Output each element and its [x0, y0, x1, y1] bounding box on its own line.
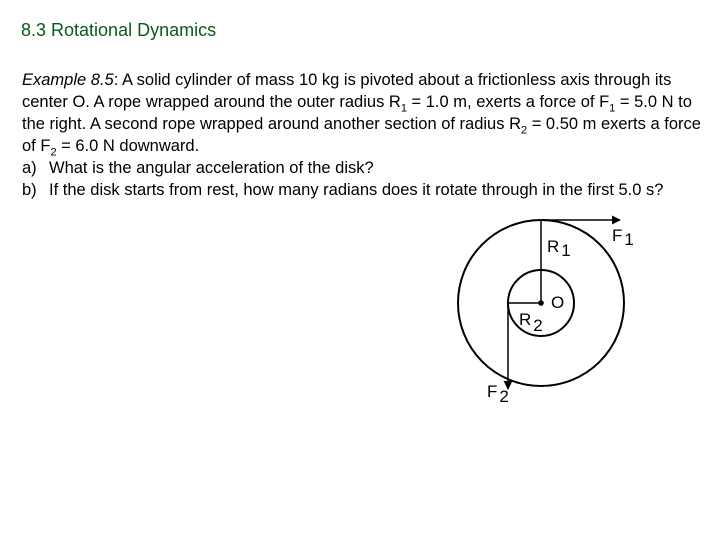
label-r1: R 1: [547, 237, 571, 260]
question-b: b) If the disk starts from rest, how many radians does it rotate through in the first 5.0 s?: [22, 181, 664, 199]
page-title: 8.3 Rotational Dynamics: [21, 20, 217, 40]
example-label: Example 8.5: [22, 71, 114, 89]
problem-text: Example 8.5: A solid cylinder of mass 10 kg is pivoted about a frictionless axis through its center O. A rope wrapped around the outer radius $R_1 = 1.0$ m, exerts a force of $F_1 = 5.0$ N to the right. A second rope wrapped around another section of radius $R_2 = 0.50$ m exerts a force of $F_2 = 6.0$ N downward.: [22, 71, 701, 159]
label-r2: R 2: [519, 310, 543, 335]
label-o: O: [551, 293, 565, 312]
label-f2: F 2: [487, 382, 509, 406]
question-a: a) What is the angular acceleration of the disk?: [22, 159, 374, 177]
label-f1: F 1: [612, 226, 634, 249]
